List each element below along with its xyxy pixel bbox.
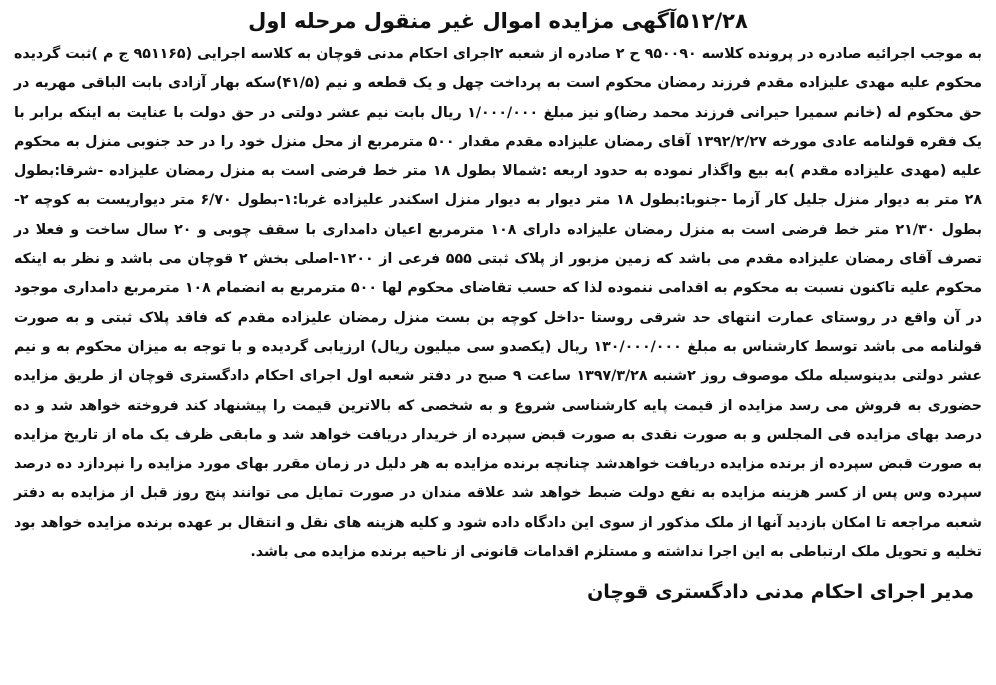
notice-signature: مدیر اجرای احکام مدنی دادگستری قوچان bbox=[587, 581, 974, 604]
notice-title: ۵۱۲/۲۸آگهی مزایده اموال غیر منقول مرحله اول bbox=[248, 9, 748, 33]
notice-body: به موجب اجرائیه صادره در پرونده کلاسه ۹۵۰۰۹۰ ح ۲ صادره از شعبه ۲اجرای احکام مدنی قوچان به کلاسه اجرایی (۹۵۱۱۶۵ ج م )ثبت گردیده محکوم علیه مهدی علیزاده مقدم فرزند رمضان محکوم است به پرداخت چهل و یک قطعه و نیم (۴۱/۵)سکه بهار آزادی بابت الباقی مهریه در حق محکوم له (خانم سمیرا حیرانی فرزند محمد رضا)و نیز مبلغ ۱/۰۰۰/۰۰۰ ریال بابت نیم عشر دولتی در حق دولت با عنایت به اینکه برابر با یک فقره قولنامه عادی مورخه ۱۳۹۲/۲/۲۷ آقای رمضان علیزاده مقدم مقدار ۵۰۰ مترمربع از محل منزل خود را در حد جنوبی منزل به محکوم علیه (مهدی علیزاده مقدم )به بیع واگذار نموده به حدود اربعه :شمالا بطول ۱۸ متر خط فرضی است به منزل رمضان علیزاده -شرقا:بطول ۲۸ متر به دیوار منزل جلیل کار آزما -جنوبا:بطول ۱۸ متر دیوار به دیوار منزل اسکندر علیزاده غربا:۱-بطول ۶/۷۰ متر دیواریست به کوچه ۲-بطول ۲۱/۳۰ متر خط فرضی است به منزل رمضان علیزاده دارای ۱۰۸ مترمربع اعیان دامداری با سقف چوبی و ۲۰ سال ساخت و فعلا در تصرف آقای رمضان علیزاده مقدم می باشد که زمین مزبور از پلاک ثبتی ۵۵۵ فرعی از ۱۲۰۰-اصلی بخش ۲ قوچان می باشد و نظر به اینکه محکوم علیه تاکنون نسبت به محکوم به اقدامی ننموده لذا که حسب تقاضای محکوم لها ۵۰۰ مترمربع به انضمام ۱۰۸ مترمربع دامداری موجود در آن واقع در روستای عمارت انتهای حد شرقی روستا -داخل کوچه بن بست منزل رمضان علیزاده مقدم که فاقد پلاک ثبتی و به صورت قولنامه می باشد توسط کارشناس به مبلغ ۱۳۰/۰۰۰/۰۰۰ ریال (یکصدو سی میلیون ریال) ارزیابی گردیده و با توجه به میزان محکوم به و نیم عشر دولتی بدینوسیله ملک موصوف روز ۲شنبه ۱۳۹۷/۳/۲۸ ساعت ۹ صبح در دفتر شعبه اول اجرای احکام دادگستری قوچان از طریق مزایده حضوری به فروش می رسد مزایده از قیمت پایه کارشناسی شروع و به شخصی که بالاترین قیمت را پیشنهاد کند فروخته خواهد شد و ده درصد بهای مزایده فی المجلس و به صورت نقدی به صورت قبض سپرده از خریدار دریافت خواهد شد و مابقی ظرف یک ماه از تاریخ مزایده به صورت قبض سپرده از برنده مزایده دریافت خواهدشد چنانچه برنده مزایده به هر دلیل در زمان مقرر بهای مورد مزایده را نپردازد ده درصد سپرده وس پس از کسر هزینه مزایده به نفع دولت ضبط خواهد شد علاقه مندان در صورت تمایل می توانند پنج روز قبل از مزایده به دفتر شعبه مراجعه تا امکان بازدید آنها از ملک مذکور از سوی این دادگاه داده شود و کلیه هزینه های نقل و انتقال بر عهده برنده مزایده خواهد بود تخلیه و تحویل ملک ارتباطی به این اجرا نداشته و مستلزم اقدامات قانونی از ناحیه برنده مزایده می باشد. bbox=[14, 46, 983, 561]
